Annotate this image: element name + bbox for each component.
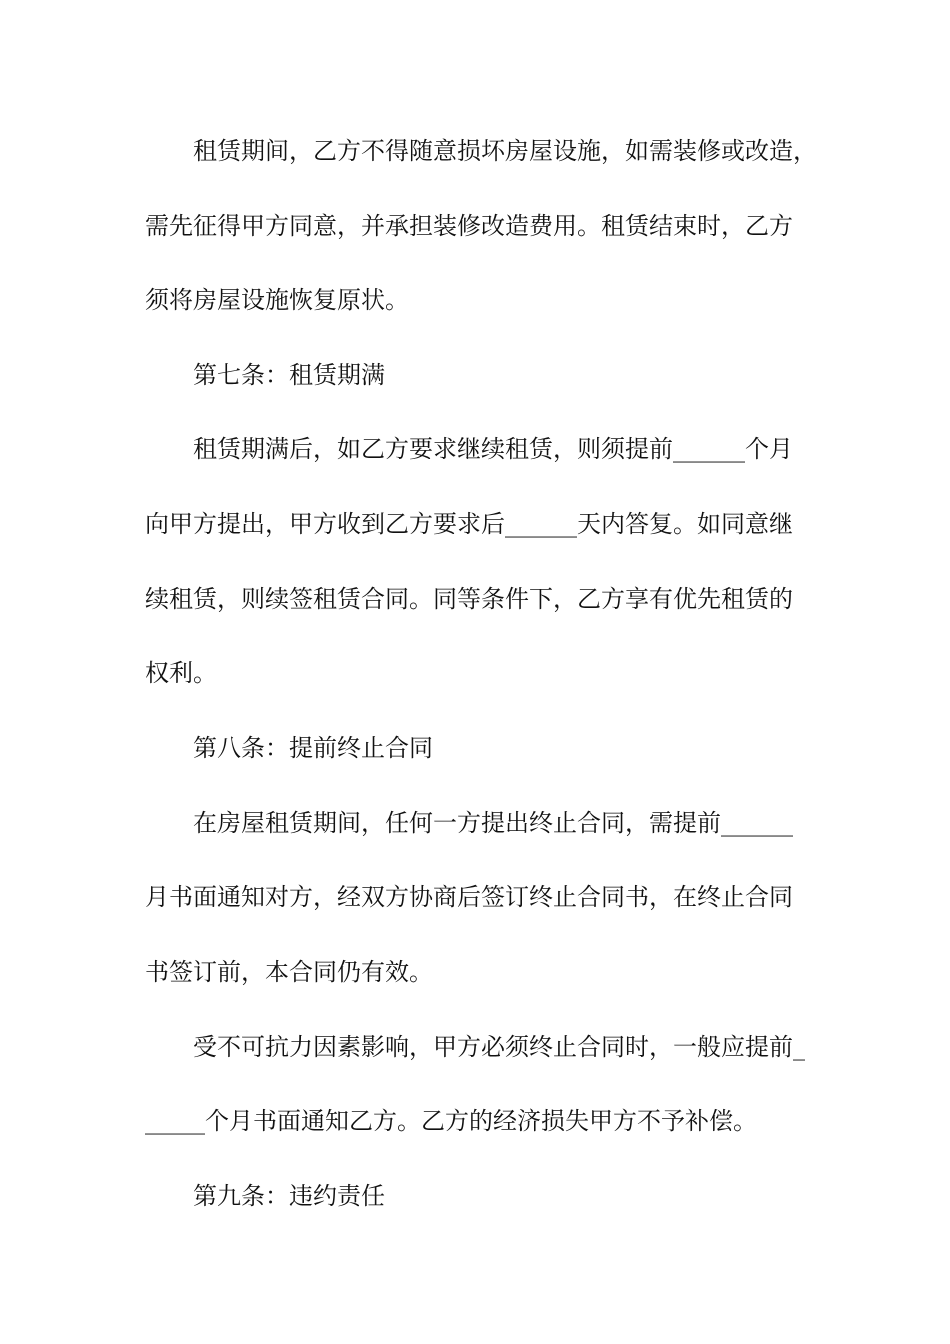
paragraph-line: 在房屋租赁期间，任何一方提出终止合同，需提前______	[193, 809, 793, 837]
paragraph-line: 月书面通知对方，经双方协商后签订终止合同书，在终止合同	[145, 883, 793, 911]
paragraph-line: 权利。	[145, 659, 217, 687]
paragraph-line: 续租赁，则续签租赁合同。同等条件下，乙方享有优先租赁的	[145, 585, 793, 613]
paragraph-line: 书签订前，本合同仍有效。	[145, 958, 433, 986]
paragraph-line: _____个月书面通知乙方。乙方的经济损失甲方不予补偿。	[145, 1107, 757, 1135]
paragraph-line: 受不可抗力因素影响，甲方必须终止合同时，一般应提前_	[193, 1033, 805, 1061]
paragraph-line: 租赁期间，乙方不得随意损坏房屋设施，如需装修或改造，	[193, 137, 817, 165]
section-heading: 第九条：违约责任	[193, 1182, 385, 1210]
paragraph-line: 须将房屋设施恢复原状。	[145, 286, 409, 314]
section-heading: 第八条：提前终止合同	[193, 734, 433, 762]
paragraph-line: 向甲方提出，甲方收到乙方要求后______天内答复。如同意继	[145, 510, 793, 538]
paragraph-line: 租赁期满后，如乙方要求继续租赁，则须提前______个月	[193, 435, 793, 463]
paragraph-line: 需先征得甲方同意，并承担装修改造费用。租赁结束时，乙方	[145, 212, 793, 240]
section-heading: 第七条：租赁期满	[193, 361, 385, 389]
